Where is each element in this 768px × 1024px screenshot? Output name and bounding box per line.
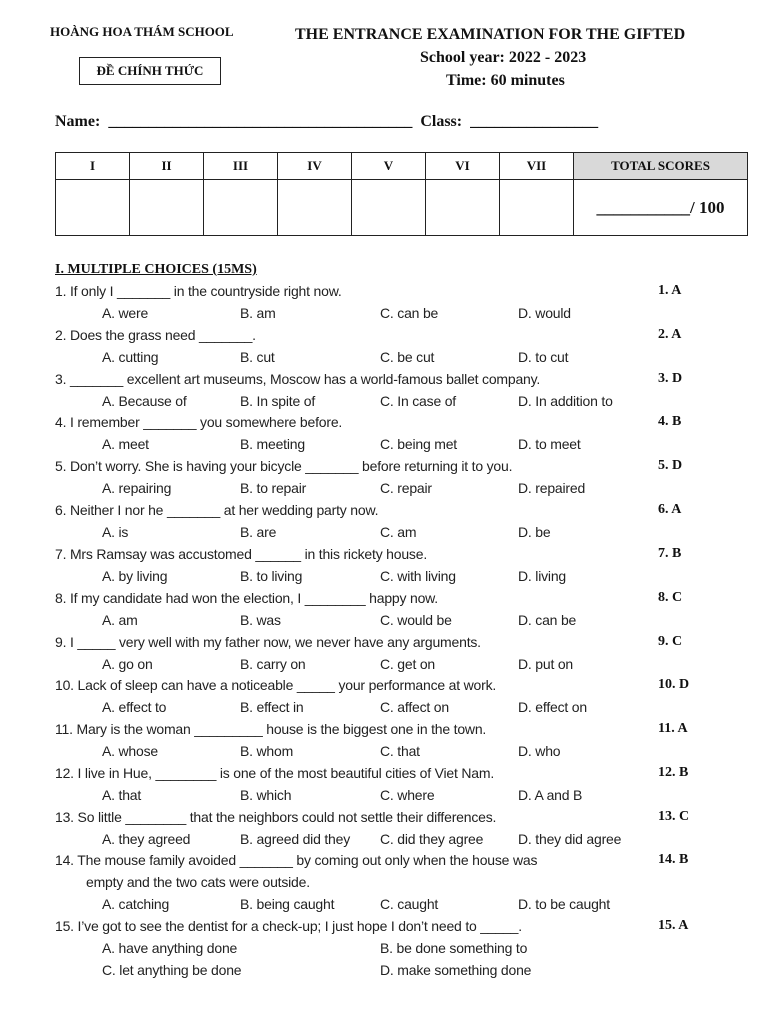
answer-option[interactable]: C. affect on [380, 699, 449, 715]
answer-option[interactable]: C. am [380, 524, 417, 540]
answer-option[interactable]: B. agreed did they [240, 831, 351, 847]
answer-option[interactable]: B. being caught [240, 896, 335, 912]
answer-key: 9. C [658, 634, 683, 649]
answer-option[interactable]: A. by living [102, 568, 168, 584]
answer-key: 6. A [658, 502, 682, 517]
class-label: Class: [420, 113, 463, 130]
answer-option[interactable]: C. being met [380, 436, 457, 452]
score-col-header: VII [500, 153, 574, 180]
score-col-header: V [352, 153, 426, 180]
answer-option[interactable]: A. they agreed [102, 831, 191, 847]
answer-key: 4. B [658, 414, 682, 429]
answer-option[interactable]: B. effect in [240, 699, 304, 715]
answer-key: 5. D [658, 458, 683, 473]
score-table-header [56, 153, 748, 180]
answer-option[interactable]: C. can be [380, 305, 439, 321]
answer-option[interactable]: A. cutting [102, 349, 159, 365]
answer-option[interactable]: B. cut [240, 349, 275, 365]
score-cell[interactable] [426, 180, 500, 236]
answer-key: 10. D [658, 677, 690, 692]
question-text-continued: empty and the two cats were outside. [86, 874, 310, 890]
official-exam-stamp: ĐỀ CHÍNH THỨC [79, 57, 221, 85]
answer-option[interactable]: C. caught [380, 896, 439, 912]
total-score-value[interactable]: ___________/ 100 [574, 180, 748, 236]
answer-option[interactable]: B. be done something to [380, 940, 528, 956]
score-table [55, 152, 748, 236]
answer-option[interactable]: A. effect to [102, 699, 167, 715]
score-cell[interactable] [500, 180, 574, 236]
score-col-header: III [204, 153, 278, 180]
answer-option[interactable]: D. to cut [518, 349, 569, 365]
question-text: 4. I remember _______ you somewhere before. [55, 414, 343, 430]
school-year: School year: 2022 - 2023 [420, 49, 587, 66]
answer-key: 8. C [658, 590, 683, 605]
score-col-header: VI [426, 153, 500, 180]
answer-option[interactable]: B. whom [240, 743, 294, 759]
answer-option[interactable]: D. put on [518, 656, 574, 672]
question-text: 3. _______ excellent art museums, Moscow has a world-famous ballet company. [55, 371, 541, 387]
question-text: 9. I _____ very well with my father now, we never have any arguments. [55, 634, 481, 650]
answer-option[interactable]: C. with living [380, 568, 456, 584]
answer-option[interactable]: A. that [102, 787, 142, 803]
question-text: 11. Mary is the woman _________ house is the biggest one in the town. [55, 721, 487, 737]
answer-option[interactable]: D. In addition to [518, 393, 613, 409]
answer-option[interactable]: B. was [240, 612, 281, 628]
answer-key: 7. B [658, 546, 682, 561]
question-text: 12. I live in Hue, ________ is one of the most beautiful cities of Viet Nam. [55, 765, 495, 781]
answer-key: 1. A [658, 283, 682, 298]
question-text: 13. So little ________ that the neighbors could not settle their differences. [55, 809, 497, 825]
answer-option[interactable]: A. meet [102, 436, 149, 452]
answer-key: 14. B [658, 852, 689, 867]
answer-option[interactable]: B. to living [240, 568, 303, 584]
section-title: I. MULTIPLE CHOICES (15MS) [55, 262, 257, 277]
answer-option[interactable]: B. to repair [240, 480, 307, 496]
answer-option[interactable]: B. carry on [240, 656, 306, 672]
answer-option[interactable]: A. repairing [102, 480, 172, 496]
answer-option[interactable]: C. In case of [380, 393, 456, 409]
answer-option[interactable]: A. catching [102, 896, 170, 912]
name-label: Name: [55, 113, 101, 130]
question-text: 2. Does the grass need _______. [55, 327, 256, 343]
answer-option[interactable]: D. they did agree [518, 831, 622, 847]
answer-option[interactable]: D. repaired [518, 480, 586, 496]
answer-option[interactable]: C. where [380, 787, 435, 803]
question-text: 15. I’ve got to see the dentist for a check-up; I just hope I don’t need to _____. [55, 918, 522, 934]
answer-option[interactable]: A. were [102, 305, 149, 321]
class-blank[interactable]: ________________ [470, 113, 599, 130]
answer-option[interactable]: A. have anything done [102, 940, 238, 956]
answer-key: 15. A [658, 918, 689, 933]
score-col-header: II [130, 153, 204, 180]
score-table-body [56, 180, 748, 236]
answer-key: 2. A [658, 327, 682, 342]
answer-option[interactable]: B. are [240, 524, 277, 540]
answer-option[interactable]: B. am [240, 305, 276, 321]
answer-option[interactable]: A. am [102, 612, 138, 628]
exam-time: Time: 60 minutes [446, 72, 565, 89]
answer-option[interactable]: D. can be [518, 612, 577, 628]
answer-key: 13. C [658, 809, 690, 824]
score-cell[interactable] [352, 180, 426, 236]
answer-option[interactable]: C. did they agree [380, 831, 484, 847]
score-cell[interactable] [130, 180, 204, 236]
answer-option[interactable]: A. whose [102, 743, 158, 759]
answer-option[interactable]: A. Because of [102, 393, 187, 409]
answer-option[interactable]: A. go on [102, 656, 153, 672]
answer-key: 12. B [658, 765, 689, 780]
answer-option[interactable]: D. would [518, 305, 571, 321]
answer-option[interactable]: D. who [518, 743, 561, 759]
score-col-header: IV [278, 153, 352, 180]
student-info-row [55, 113, 602, 131]
exam-title: THE ENTRANCE EXAMINATION FOR THE GIFTED [295, 26, 686, 43]
answer-option[interactable]: A. is [102, 524, 129, 540]
answer-option[interactable]: D. make something done [380, 962, 532, 978]
answer-option[interactable]: B. which [240, 787, 292, 803]
score-cell[interactable] [56, 180, 130, 236]
answer-option[interactable]: D. be [518, 524, 551, 540]
answer-option[interactable]: B. In spite of [240, 393, 316, 409]
question-text: 6. Neither I nor he _______ at her wedding party now. [55, 502, 379, 518]
answer-option[interactable]: C. get on [380, 656, 436, 672]
answer-option[interactable]: D. to meet [518, 436, 581, 452]
answer-option[interactable]: D. to be caught [518, 896, 610, 912]
answer-key: 3. D [658, 371, 683, 386]
answer-option[interactable]: D. living [518, 568, 566, 584]
name-blank[interactable]: ______________________________________ [108, 113, 413, 130]
school-name: HOÀNG HOA THÁM SCHOOL [50, 24, 234, 39]
question-text: 7. Mrs Ramsay was accustomed ______ in this rickety house. [55, 546, 428, 562]
question-text: 8. If my candidate had won the election, I ________ happy now. [55, 590, 438, 606]
question-text: 1. If only I _______ in the countryside right now. [55, 283, 342, 299]
answer-option[interactable]: C. that [380, 743, 420, 759]
question-text: 10. Lack of sleep can have a noticeable _____ your performance at work. [55, 677, 497, 693]
question-text: 5. Don’t worry. She is having your bicycle _______ before returning it to you. [55, 458, 513, 474]
score-cell[interactable] [278, 180, 352, 236]
answer-option[interactable]: D. A and B [518, 787, 583, 803]
score-cell[interactable] [204, 180, 278, 236]
answer-option[interactable]: B. meeting [240, 436, 305, 452]
answer-option[interactable]: C. would be [380, 612, 452, 628]
answer-option[interactable]: D. effect on [518, 699, 587, 715]
answer-option[interactable]: C. be cut [380, 349, 435, 365]
total-scores-header: TOTAL SCORES [574, 153, 748, 180]
answer-option[interactable]: C. let anything be done [102, 962, 242, 978]
question-text: 14. The mouse family avoided _______ by coming out only when the house was [55, 852, 538, 868]
answer-key: 11. A [658, 721, 688, 736]
score-col-header: I [56, 153, 130, 180]
answer-option[interactable]: C. repair [380, 480, 432, 496]
